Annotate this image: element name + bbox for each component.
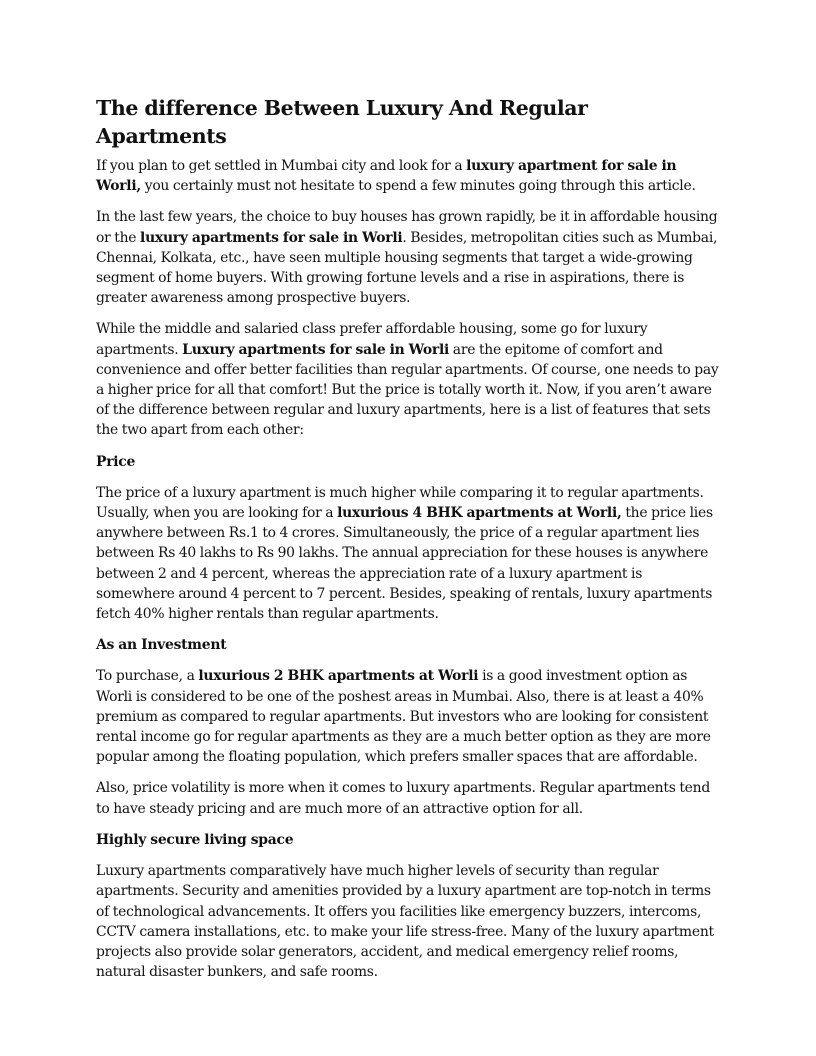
price-heading: Price (96, 453, 136, 470)
investment-text: To purchase, a (96, 668, 199, 685)
intro-paragraph (96, 156, 722, 196)
intro-text-end: you certainly must not hesitate to spend a few minutes going through this article. (140, 178, 696, 195)
security-heading: Highly secure living space (96, 831, 294, 848)
market-keyword: luxury apartments for sale in Worli (140, 229, 403, 246)
security-paragraph: Luxury apartments comparatively have much higher levels of security than regular apartments. Security and amenities provided by a luxury apartment are top-notch in terms of technological advancements. It offers you facilities like emergency buzzers, intercoms, CCTV camera installations, etc. to make your life stress-free. Many of the luxury apartment projects also provide solar generators, accident, and medical emergency relief rooms, natural disaster bunkers, and safe rooms. (96, 863, 714, 981)
comparison-text-end: are the epitome of comfort and convenience and offer better facilities than regular apartments. Of course, one needs to pay a higher price for all that comfort! But the price is totally worth it. Now, if you aren’t aware of the difference between regular and luxury apartments, here is a list of features that sets the two apart from each other: (96, 341, 719, 439)
volatility-paragraph: Also, price volatility is more when it comes to luxury apartments. Regular apartments tend to have steady pricing and are much more of an attractive option for all. (96, 780, 710, 817)
price-keyword: luxurious 4 BHK apartments at Worli, (337, 505, 622, 522)
document-page (96, 94, 722, 993)
investment-heading: As an Investment (96, 637, 227, 654)
investment-paragraph (96, 666, 722, 767)
comparison-keyword: Luxury apartments for sale in Worli (182, 341, 450, 358)
comparison-paragraph (96, 319, 722, 440)
market-text-end: . Besides, metropolitan cities such as Mumbai, Chennai, Kolkata, etc., have seen multiple housing segments that target a wide-growing segment of home buyers. With growing fortune levels and a rise in aspirations, there is greater awareness among prospective buyers. (96, 229, 718, 307)
market-text: In the last few years, the choice to buy houses has grown rapidly, be it in affordable housing or the (96, 209, 718, 246)
intro-keyword: luxury apartment for sale in Worli, (96, 158, 677, 195)
price-text: The price of a luxury apartment is much higher while comparing it to regular apartments. Usually, when you are looking for a (96, 484, 704, 522)
price-paragraph (96, 483, 722, 624)
page-title: The difference Between Luxury And Regular Apartments (96, 96, 588, 148)
comparison-text: While the middle and salaried class prefer affordable housing, some go for luxury apartments. (96, 321, 648, 358)
market-paragraph (96, 207, 722, 308)
investment-keyword: luxurious 2 BHK apartments at Worli (198, 668, 479, 685)
intro-text: If you plan to get settled in Mumbai city and look for a (96, 158, 467, 174)
investment-text-end: is a good investment option as Worli is considered to be one of the poshest areas in Mumbai. Also, there is at least a 40% premium as compared to regular apartments. But investors who are looking for consistent rental income go for regular apartments as they are a much better option as they are more popular among the floating population, which prefers smaller spaces that are affordable. (96, 668, 711, 766)
price-text-end: the price lies anywhere between Rs.1 to 4 crores. Simultaneously, the price of a regular apartment lies between Rs 40 lakhs to Rs 90 lakhs. The annual appreciation for these houses is anywhere between 2 and 4 percent, whereas the appreciation rate of a luxury apartment is somewhere around 4 percent to 7 percent. Besides, speaking of rentals, luxury apartments fetch 40% higher rentals than regular apartments. (96, 505, 713, 623)
